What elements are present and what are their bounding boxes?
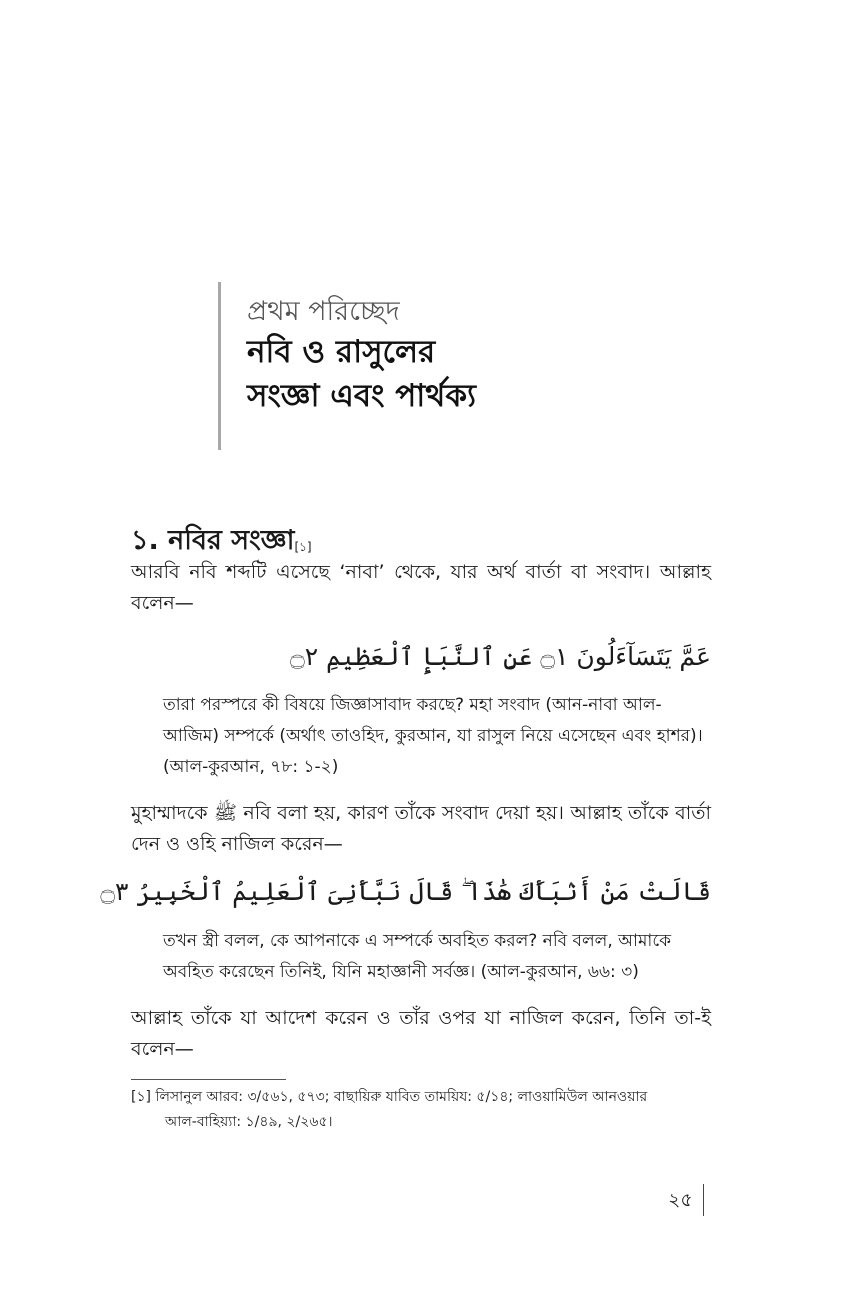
footnote-marker: [১] <box>131 1089 152 1105</box>
chapter-title-line-1: নবি ও রাসুলের <box>247 334 436 370</box>
translation-quote-2: তখন স্ত্রী বলল, কে আপনাকে এ সম্পর্কে অবহিত করল? নবি বলল, আমাকে অবহিত করেছেন তিনিই, যিনি মহাজ্ঞানী সর্বজ্ঞ। (আল-কুরআন, ৬৬: ৩) <box>163 931 672 982</box>
section-heading-text: ১. নবির সংজ্ঞা <box>131 525 295 556</box>
footnote-line-2: আল-বাহিয়্যা: ১/৪৯, ২/২৬৫। <box>165 1114 333 1130</box>
page-footer <box>668 1184 704 1216</box>
arabic-verse-1: عَمَّ يَتَسَآءَلُونَ ۝١ عَنِ ٱلنَّبَإِ ٱلْعَظِيمِ ۝٢ <box>290 642 711 671</box>
footnote-line-1: লিসানুল আরব: ৩/৫৬১, ৫৭৩; বাছায়িরু যাবিত তাময়িয: ৫/১৪; লাওয়ামিউল আনওয়ার <box>155 1089 648 1105</box>
footnote-reference[interactable]: [১] <box>294 540 312 554</box>
arabic-verse-2: قَالَتْ مَنْ أَنۢبَأَكَ هَٰذَا ۖ قَالَ نَبَّأَنِىَ ٱلْعَلِيمُ ٱلْخَبِيرُ ۝٣ <box>100 877 711 906</box>
chapter-title-line-2: সংজ্ঞা এবং পার্থক্য <box>247 378 477 414</box>
page-number-rule <box>703 1184 704 1216</box>
translation-quote-1: তারা পরস্পরে কী বিষয়ে জিজ্ঞাসাবাদ করছে? মহা সংবাদ (আন-নাবা আল-আজিম) সম্পর্কে (অর্থাৎ তাওহিদ, কুরআন, যা রাসুল নিয়ে এসেছেন এবং হাশর)। (আল-কুরআন, ৭৮: ১-২) <box>163 695 703 777</box>
page-number: ২৫ <box>668 1189 693 1211</box>
chapter-label: প্রথম পরিচ্ছেদ <box>247 296 400 327</box>
footnote <box>131 1085 716 1135</box>
paragraph-1: আরবি নবি শব্দটি এসেছে ‘নাবা’ থেকে, যার অর্থ বার্তা বা সংবাদ। আল্লাহ বলেন— <box>131 561 711 614</box>
footnote-divider <box>131 1079 286 1080</box>
paragraph-3: আল্লাহ তাঁকে যা আদেশ করেন ও তাঁর ওপর যা নাজিল করেন, তিনি তা-ই বলেন— <box>131 1007 711 1060</box>
chapter-heading <box>218 282 767 450</box>
section-heading <box>131 521 312 561</box>
paragraph-2: মুহাম্মাদকে ﷺ নবি বলা হয়, কারণ তাঁকে সংবাদ দেয়া হয়। আল্লাহ তাঁকে বার্তা দেন ও ওহি নাজিল করেন— <box>131 802 711 855</box>
